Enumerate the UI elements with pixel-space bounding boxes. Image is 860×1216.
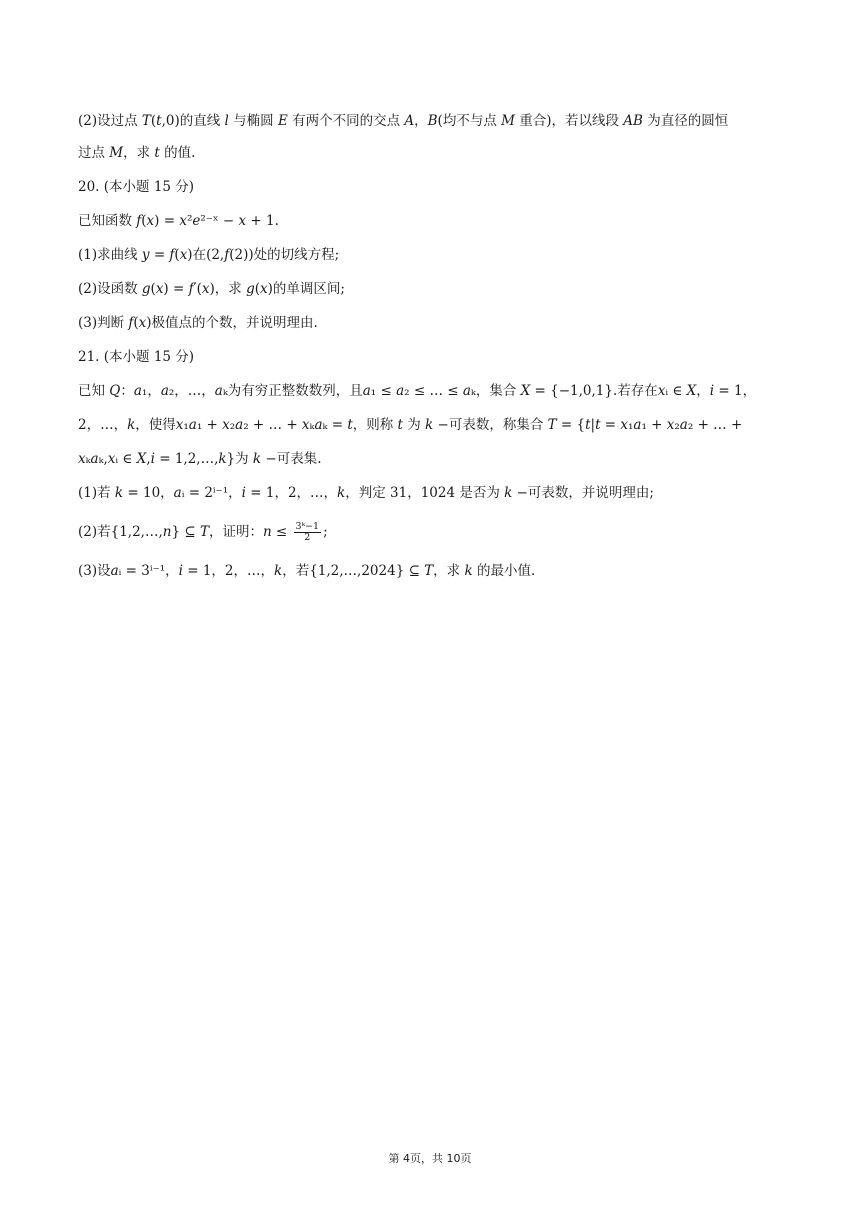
problem19-part2-line2: 过点 𝑀，求 𝑡 的值. [78, 145, 196, 161]
problem20-part3: (3)判断 𝑓(𝑥)极值点的个数，并说明理由. [78, 315, 318, 331]
problem21-part2-text: (2)若{1,2,…,𝑛} ⊆ 𝑇，证明：𝑛 ≤ [78, 524, 288, 540]
problem20-stem: 已知函数 𝑓(𝑥) = 𝑥²𝑒²⁻ˣ − 𝑥 + 1. [78, 213, 279, 229]
problem20-header: 20. (本小题 15 分) [78, 179, 195, 195]
problem21-header: 21. (本小题 15 分) [78, 349, 195, 365]
fraction-numerator: 3ᵏ−1 [295, 521, 320, 532]
problem21-part1: (1)若 𝑘 = 10，𝑎ᵢ = 2ⁱ⁻¹，𝑖 = 1，2，…，𝑘，判定 31，1024 是否为 𝑘 −可表数，并说明理由; [78, 485, 654, 501]
problem21-stem-line3: 𝑥ₖ𝑎ₖ,𝑥ᵢ ∈ 𝑋,𝑖 = 1,2,…,𝑘}为 𝑘 −可表集. [78, 451, 322, 467]
problem20-part2: (2)设函数 𝑔(𝑥) = 𝑓′(𝑥)，求 𝑔(𝑥)的单调区间; [78, 281, 345, 297]
problem19-part2-line1: (2)设过点 𝑇(𝑡,0)的直线 𝑙 与椭圆 𝐸 有两个不同的交点 𝐴，𝐵(均不与点 𝑀 重合)，若以线段 𝐴𝐵 为直径的圆恒 [78, 113, 729, 129]
fraction [294, 522, 322, 543]
problem21-stem-line2: 2，…，𝑘，使得𝑥₁𝑎₁ + 𝑥₂𝑎₂ + … + 𝑥ₖ𝑎ₖ = 𝑡，则称 𝑡 为 𝑘 −可表数，称集合 𝑇 = {𝑡|𝑡 = 𝑥₁𝑎₁ + 𝑥₂𝑎₂ + … + [78, 417, 743, 433]
problem21-stem-line1: 已知 𝑄：𝑎₁，𝑎₂，…，𝑎ₖ为有穷正整数数列，且𝑎₁ ≤ 𝑎₂ ≤ … ≤ 𝑎ₖ，集合 𝑋 = {−1,0,1}.若存在𝑥ᵢ ∈ 𝑋，𝑖 = 1， [78, 383, 757, 399]
problem20-part1: (1)求曲线 𝑦 = 𝑓(𝑥)在(2,𝑓(2))处的切线方程; [78, 247, 340, 263]
problem21-part2-end: ; [323, 524, 328, 540]
page-footer: 第 4页，共 10页 [388, 1152, 472, 1165]
fraction-denominator: 2 [304, 532, 311, 543]
problem21-part2 [78, 522, 790, 543]
problem21-part3: (3)设𝑎ᵢ = 3ⁱ⁻¹，𝑖 = 1，2，…，𝑘，若{1,2,…,2024} ⊆ 𝑇，求 𝑘 的最小值. [78, 563, 536, 579]
